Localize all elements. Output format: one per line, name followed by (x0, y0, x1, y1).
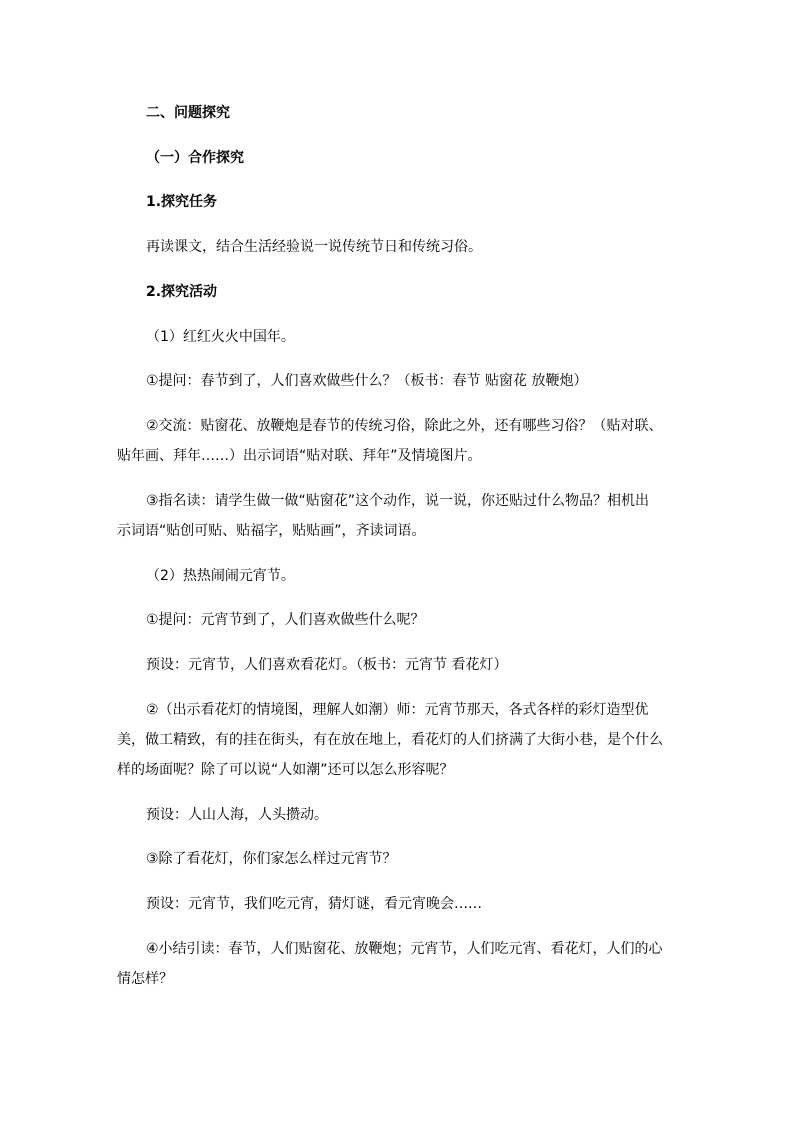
part2-item3: ③除了看花灯，你们家怎么样过元宵节？ (146, 851, 397, 867)
task-text: 再读课文，结合生活经验说一说传统节日和传统习俗。 (146, 239, 482, 255)
section-title: 二、问题探究 (146, 105, 230, 121)
part2-item4-line1: ④小结引读：春节，人们贴窗花、放鞭炮；元宵节，人们吃元宵、看花灯，人们的心 (146, 941, 663, 957)
part1-item1: ①提问：春节到了，人们喜欢做些什么？（板书：春节 贴窗花 放鞭炮） (146, 373, 588, 389)
part2-preset2: 预设：人山人海，人头攒动。 (146, 807, 328, 823)
part2-item2-line1: ②（出示看花灯的情境图，理解人如潮）师：元宵节那天，各式各样的彩灯造型优 (146, 702, 649, 718)
part1-title: （1）红红火火中国年。 (146, 329, 295, 345)
part1-item3-line2: 示词语“贴创可贴、贴福字，贴贴画”，齐读词语。 (117, 523, 426, 539)
activity-heading: 2.探究活动 (146, 284, 218, 300)
part2-item4-line2: 情怎样？ (117, 971, 173, 987)
part2-item1: ①提问：元宵节到了，人们喜欢做些什么呢？ (146, 612, 425, 628)
part2-item2-line2: 美，做工精致，有的挂在街头，有在放在地上，看花灯的人们挤满了大街小巷，是个什么 (117, 732, 663, 748)
part1-item2-line1: ②交流：贴窗花、放鞭炮是春节的传统习俗，除此之外，还有哪些习俗？（贴对联、 (146, 418, 663, 434)
part2-item2-line3: 样的场面呢？除了可以说“人如潮”还可以怎么形容呢？ (117, 762, 454, 778)
subsection-title: （一）合作探究 (146, 150, 244, 166)
part2-preset3: 预设：元宵节，我们吃元宵，猜灯谜，看元宵晚会…… (146, 896, 482, 912)
part2-preset1: 预设：元宵节，人们喜欢看花灯。（板书：元宵节 看花灯） (146, 657, 508, 673)
task-heading: 1.探究任务 (146, 194, 218, 210)
part1-item2-line2: 贴年画、拜年……）出示词语“贴对联、拜年”及情境图片。 (117, 448, 482, 464)
part1-item3-line1: ③指名读：请学生做一做“贴窗花”这个动作，说一说，你还贴过什么物品？相机出 (146, 493, 650, 509)
part2-title: （2）热热闹闹元宵节。 (146, 568, 295, 584)
